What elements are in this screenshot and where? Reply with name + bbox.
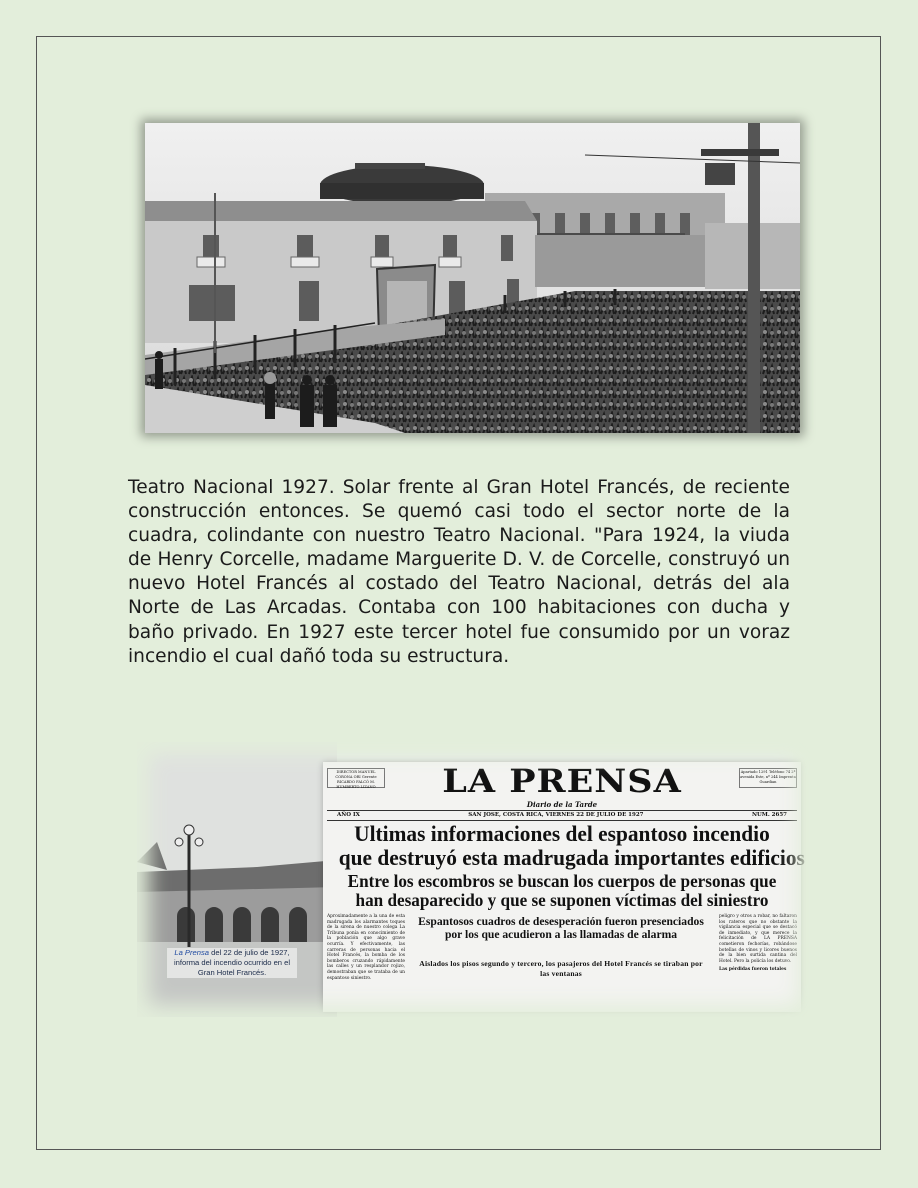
subheadline-1: Espantosos cuadros de desesperación fueron presenciados por los que acudieron a las llamadas de alarma	[418, 915, 704, 941]
newspaper-year: AÑO IX	[337, 812, 360, 818]
photo-caption: Teatro Nacional 1927. Solar frente al Gran Hotel Francés, de reciente construcción entonces. Se quemó casi todo el sector norte de la cuadra, colindante con nuestro Teatro Nacional. "Para 1924, la viuda de Henry Corcelle, madame Marguerite D. V. de Corcelle, construyó un nuevo Hotel Francés al costado del Teatro Nacional, detrás del ala Norte de Las Arcadas. Contaba con 100 habitaciones con ducha y baño privado. En 1927 este tercer hotel fue consumido por un voraz incendio el cual dañó toda su estructura.	[128, 477, 790, 667]
historic-photo-teatro-nacional	[145, 123, 800, 433]
newspaper-masthead: LA PRENSA	[442, 762, 682, 801]
headline-1: Ultimas informaciones del espantoso incendio	[354, 821, 770, 846]
newspaper-front-page	[323, 762, 805, 1012]
article-column-left: Aproximadamente a la una de esta madrugada los alarmantes toques de la sirena de nuestro colega La Tribuna ponía en conocimiento de la población que algo grave ocurría. Y efectivamente, las carreras de personas hacia el Hotel Francés, la bomba de los bomberos cruzando rápidamente las calles y un resplandor rojizo, demostraban que se trataba de un espantoso siniestro.	[327, 914, 405, 981]
headline-2: que destruyó esta madrugada importantes edificios	[338, 845, 805, 870]
article-column-right-text: peligro y otros a robar, no faltaron los rateros que no obstante la vigilancia especial que se destacó de inmediato, y que merece la felicitación de LA PRENSA cometieron fechorías, robándose botellas de vinos y licores buenos de la bien surtida cantina del Hotel. Pero la policía los detuvo.	[719, 914, 797, 964]
newspaper-clipping-image	[137, 742, 810, 1017]
masthead-left-box: DIRECTOR MANUEL CORONA ORI Gerente RICARDO FALCÓ M. HUMBERTO LIZANO	[327, 768, 385, 788]
article-column-right-end: Las pérdidas fueron totales	[719, 967, 787, 973]
subheadline-2: Aislados los pisos segundo y tercero, los pasajeros del Hotel Francés se tiraban por las ventanas	[419, 959, 703, 978]
masthead-right-box: Apartado 1291 Teléfono 74 2ª avenida Este, nº 244 Imprenta Guardian	[739, 768, 797, 788]
clipping-inset-caption: La Prensa del 22 de julio de 1927, informa del incendio ocurrido en el Gran Hotel Francés.	[167, 948, 297, 978]
headline-4: han desaparecido y que se suponen víctimas del siniestro	[355, 890, 769, 910]
newspaper-dateline	[327, 810, 797, 821]
article-column-right	[719, 914, 797, 973]
newspaper-number: NUM. 2657	[751, 812, 787, 818]
newspaper-subtitle: Diario de la Tarde	[526, 800, 598, 809]
newspaper-date: SAN JOSE, COSTA RICA, VIERNES 22 DE JULIO DE 1927	[468, 812, 644, 818]
headline-3: Entre los escombros se buscan los cuerpos de personas que	[347, 871, 777, 891]
